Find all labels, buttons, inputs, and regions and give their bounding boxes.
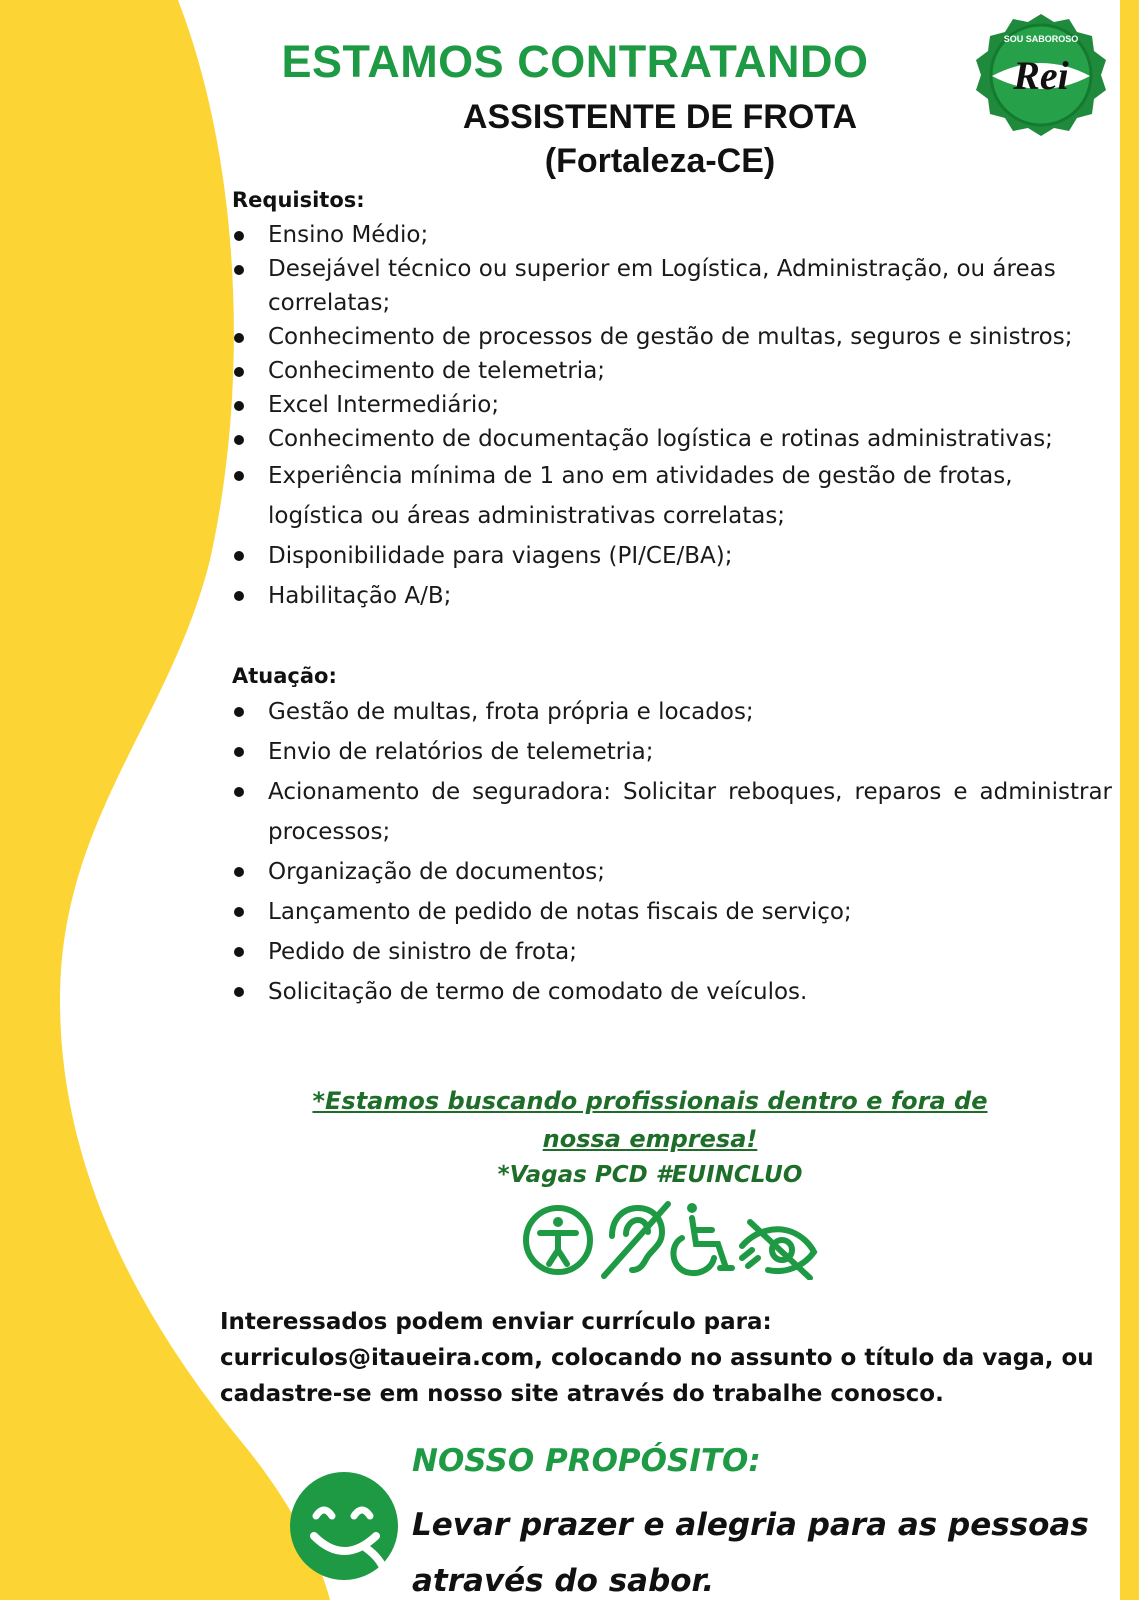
list-item: Solicitação de termo de comodato de veículos. [232,972,1112,1012]
list-item: Desejável técnico ou superior em Logística, Administração, ou áreas correlatas; [232,252,1092,320]
job-location: (Fortaleza-CE) [544,142,776,180]
bullet-icon [234,907,244,917]
list-item: Pedido de sinistro de frota; [232,932,1112,972]
list-item: Organização de documentos; [232,852,1112,892]
bullet-icon [234,947,244,957]
internal-external-note: *Estamos buscando profissionais dentro e fora de nossa empresa! [312,1087,988,1153]
bullet-icon [234,787,244,797]
bullet-icon [234,435,244,445]
smiley-icon [288,1470,404,1586]
bullet-icon [234,707,244,717]
list-item: Habilitação A/B; [232,576,1092,616]
list-item: Excel Intermediário; [232,388,1092,422]
visual-impaired-icon [742,1222,814,1278]
logo-wordmark: Rei [1013,53,1069,98]
bullet-icon [234,265,244,275]
bullet-icon [234,551,244,561]
list-item: Envio de relatórios de telemetria; [232,732,1112,772]
bullet-icon [234,987,244,997]
accessibility-icons [520,1200,820,1280]
list-item: Disponibilidade para viagens (PI/CE/BA); [232,536,1092,576]
page-title: ESTAMOS CONTRATANDO [281,36,869,87]
requirements-list [232,218,1092,616]
requirements-heading: Requisitos: [232,188,365,212]
accessibility-icon [526,1208,590,1272]
list-item: Conhecimento de processos de gestão de multas, seguros e sinistros; [232,320,1092,354]
bullet-icon [234,471,244,481]
hearing-impaired-icon [604,1204,668,1276]
bullet-icon [234,747,244,757]
list-item: Ensino Médio; [232,218,1092,252]
logo-tagline: SOU SABOROSO [1003,34,1079,44]
list-item: Acionamento de seguradora: Solicitar reboques, reparos e administrar processos; [232,772,1112,852]
bullet-icon [234,591,244,601]
bullet-icon [234,333,244,343]
wheelchair-icon [673,1203,732,1273]
bullet-icon [234,367,244,377]
list-item: Conhecimento de documentação logística e rotinas administrativas; [232,422,1092,456]
job-title: ASSISTENTE DE FROTA [462,98,858,136]
bullet-icon [234,401,244,411]
purpose-title: NOSSO PROPÓSITO: [412,1443,761,1479]
pcd-note: *Vagas PCD #EUINCLUO [497,1162,803,1188]
list-item: Lançamento de pedido de notas fiscais de serviço; [232,892,1112,932]
bullet-icon [234,231,244,241]
bullet-icon [234,867,244,877]
purpose-text: Levar prazer e alegria para as pessoas através do sabor. [412,1507,1089,1599]
duties-list [232,692,1112,1012]
list-item: Experiência mínima de 1 ano em atividades de gestão de frotas, logística ou áreas administrativas correlatas; [232,456,1092,536]
contact-info: Interessados podem enviar currículo para: curriculos@itaueira.com, colocando no assunto o título da vaga, ou cadastre-se em nosso site através do trabalhe conosco. [220,1309,1094,1407]
list-item: Conhecimento de telemetria; [232,354,1092,388]
list-item: Gestão de multas, frota própria e locados; [232,692,1112,732]
duties-heading: Atuação: [232,664,337,688]
company-logo [970,10,1112,140]
